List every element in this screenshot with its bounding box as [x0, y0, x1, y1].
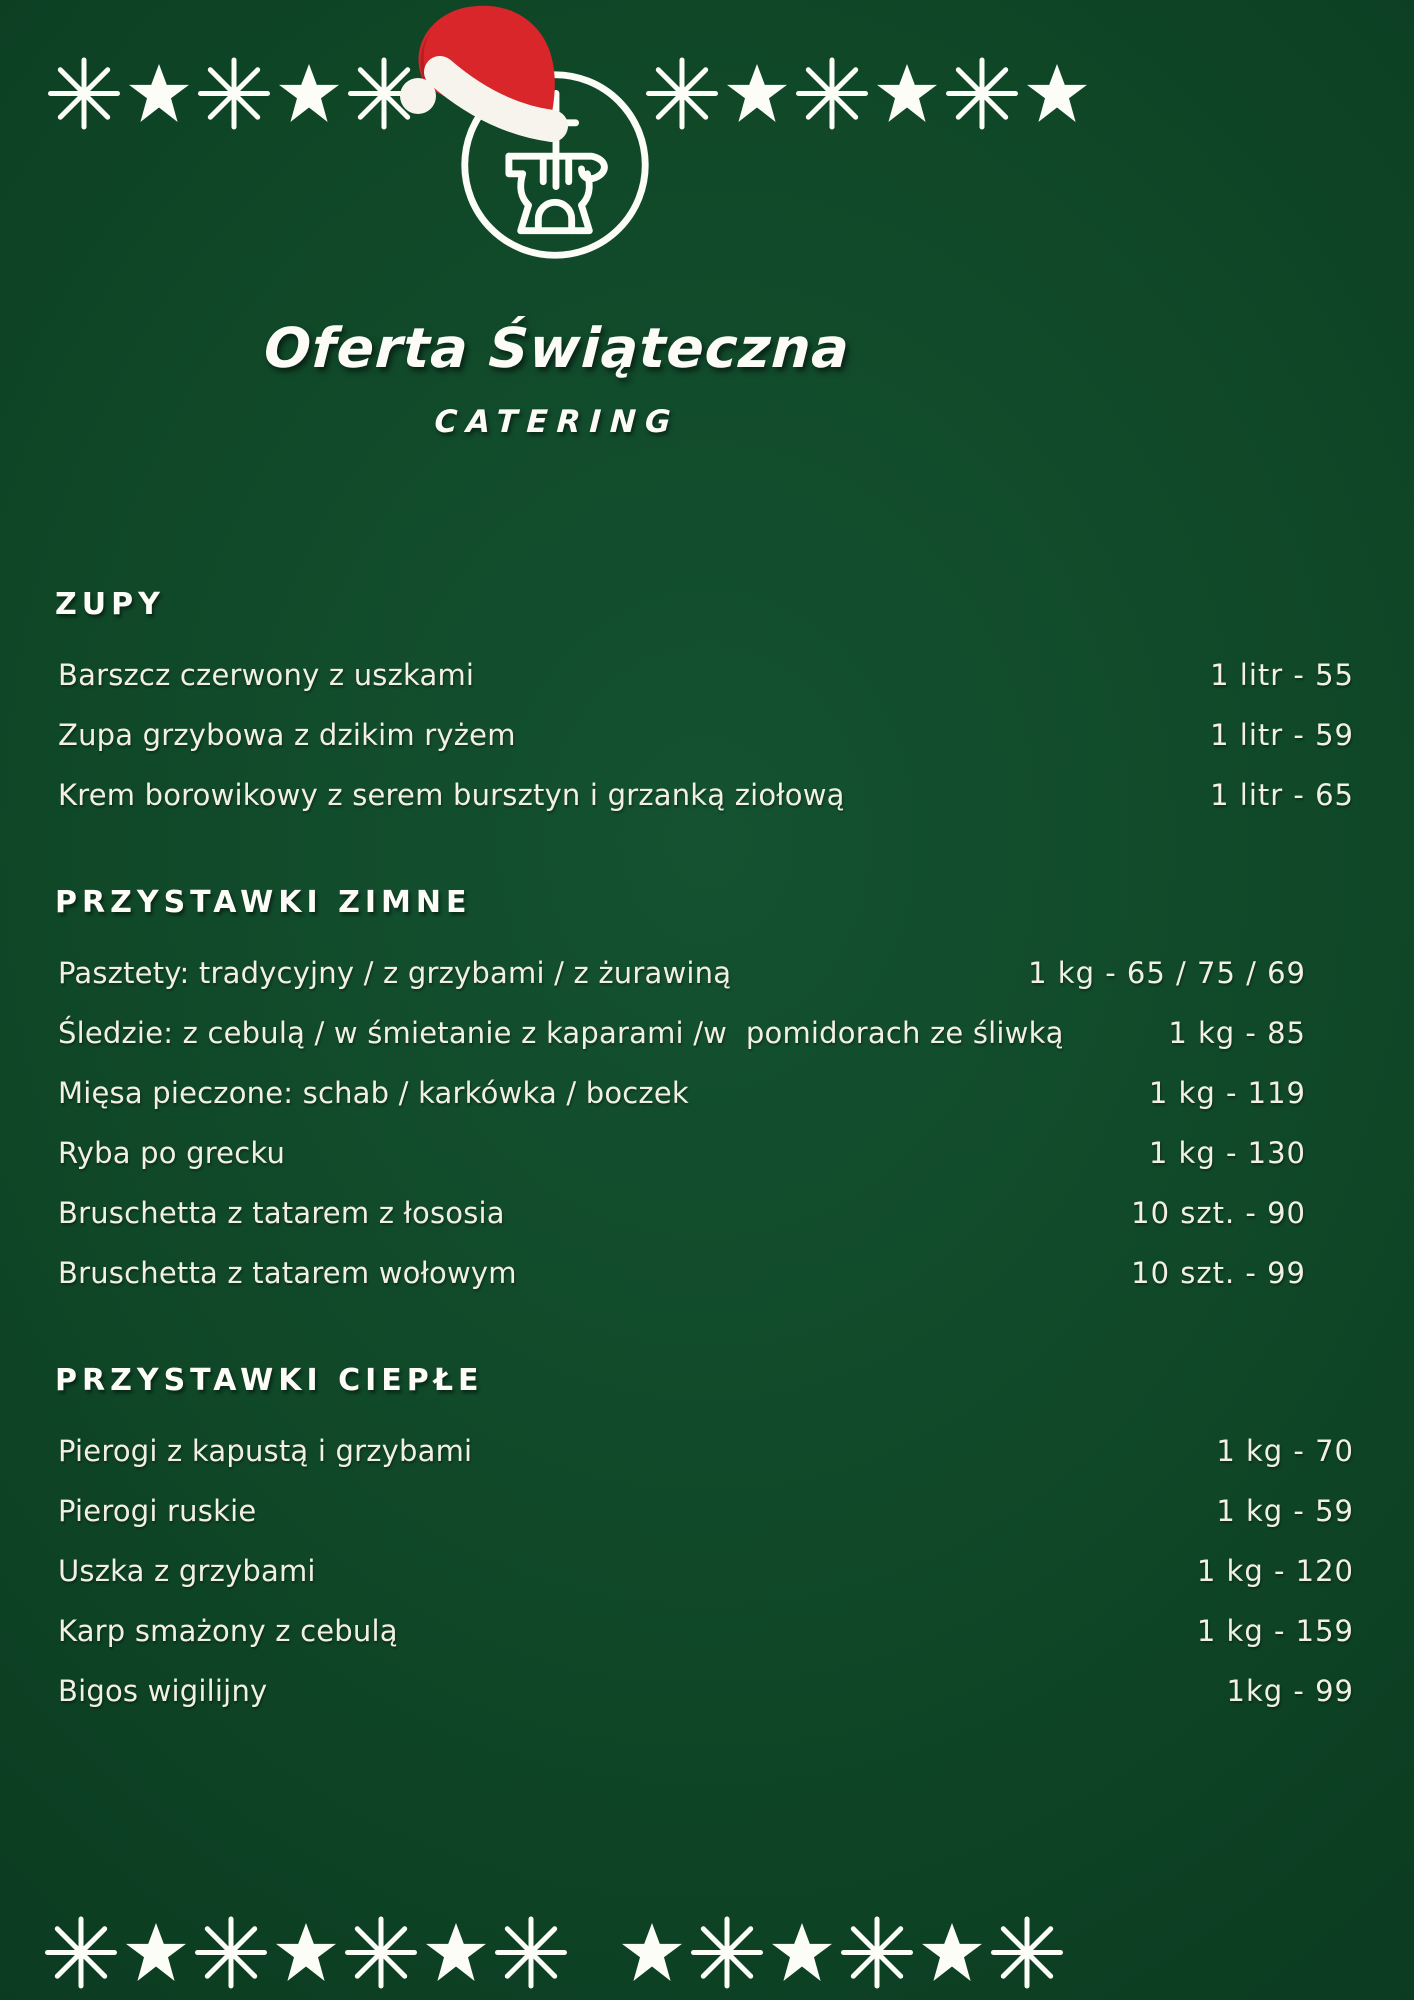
menu — [55, 585, 1354, 1721]
star-icon — [772, 1923, 832, 1981]
star-icon — [622, 1923, 682, 1981]
menu-item-price: 1 kg - 159 — [1196, 1614, 1354, 1648]
menu-item-price: 10 szt. - 90 — [1131, 1196, 1306, 1230]
snowflake-icon — [691, 1916, 763, 1988]
menu-item-price: 1 kg - 70 — [1216, 1434, 1354, 1468]
menu-item-name: Pasztety: tradycyjny / z grzybami / z żurawiną — [58, 956, 732, 990]
star-icon — [129, 64, 189, 122]
star-row-bottom-right — [622, 1916, 1063, 1988]
menu-item-row — [55, 1661, 1354, 1721]
santa-hat-icon — [388, 0, 573, 159]
star-icon — [426, 1923, 486, 1981]
section-title: ZUPY — [55, 587, 165, 622]
menu-item-row — [55, 1601, 1354, 1661]
menu-item-name: Bruschetta z tatarem wołowym — [58, 1256, 517, 1290]
menu-item-name: Pierogi z kapustą i grzybami — [58, 1434, 473, 1468]
menu-item-price: 1 kg - 130 — [1148, 1136, 1306, 1170]
snowflake-icon — [48, 57, 120, 129]
menu-item-row — [55, 1421, 1354, 1481]
menu-item-row — [55, 1063, 1354, 1123]
menu-item-name: Bruschetta z tatarem z łososia — [58, 1196, 505, 1230]
menu-item-row — [55, 1123, 1354, 1183]
star-row-top-left — [48, 57, 420, 129]
star-icon — [276, 1923, 336, 1981]
menu-item-row — [55, 1243, 1354, 1303]
menu-item-row — [55, 1183, 1354, 1243]
menu-item-name: Barszcz czerwony z uszkami — [58, 658, 475, 692]
snowflake-icon — [796, 57, 868, 129]
menu-section — [55, 1361, 1354, 1721]
menu-item-row — [55, 1481, 1354, 1541]
snowflake-icon — [195, 1916, 267, 1988]
menu-item-name: Pierogi ruskie — [58, 1494, 257, 1528]
page-subtitle: CATERING — [433, 404, 681, 440]
menu-item-row — [55, 1003, 1354, 1063]
menu-item-price: 10 szt. - 99 — [1131, 1256, 1306, 1290]
star-row-top-right — [646, 57, 1087, 129]
star-icon — [727, 64, 787, 122]
menu-item-row — [55, 705, 1354, 765]
menu-item-name: Krem borowikowy z serem bursztyn i grzanką ziołową — [58, 778, 845, 812]
snowflake-icon — [45, 1916, 117, 1988]
star-row-bottom-left — [45, 1916, 567, 1988]
star-icon — [1027, 64, 1087, 122]
star-icon — [922, 1923, 982, 1981]
menu-item-name: Bigos wigilijny — [58, 1674, 268, 1708]
menu-item-price: 1 litr - 65 — [1210, 778, 1354, 812]
snowflake-icon — [991, 1916, 1063, 1988]
snowflake-icon — [946, 57, 1018, 129]
section-title: PRZYSTAWKI CIEPŁE — [55, 1363, 484, 1398]
menu-item-name: Karp smażony z cebulą — [58, 1614, 398, 1648]
page-title: Oferta Świąteczna — [262, 316, 852, 380]
menu-section — [55, 585, 1354, 825]
menu-item-name: Ryba po grecku — [58, 1136, 286, 1170]
snowflake-icon — [198, 57, 270, 129]
menu-item-name: Mięsa pieczone: schab / karkówka / boczek — [58, 1076, 689, 1110]
star-icon — [126, 1923, 186, 1981]
star-icon — [279, 64, 339, 122]
menu-item-name: Śledzie: z cebulą / w śmietanie z kaparami /w pomidorach ze śliwką — [58, 1016, 1064, 1050]
menu-item-name: Uszka z grzybami — [58, 1554, 316, 1588]
menu-item-price: 1kg - 99 — [1226, 1674, 1354, 1708]
snowflake-icon — [345, 1916, 417, 1988]
menu-section — [55, 883, 1354, 1303]
menu-item-price: 1 kg - 120 — [1196, 1554, 1354, 1588]
menu-item-price: 1 kg - 59 — [1216, 1494, 1354, 1528]
menu-item-price: 1 kg - 85 — [1168, 1016, 1306, 1050]
snowflake-icon — [495, 1916, 567, 1988]
section-title: PRZYSTAWKI ZIMNE — [55, 885, 472, 920]
menu-item-price: 1 kg - 119 — [1148, 1076, 1306, 1110]
menu-item-price: 1 litr - 55 — [1210, 658, 1354, 692]
menu-item-row — [55, 1541, 1354, 1601]
menu-item-price: 1 kg - 65 / 75 / 69 — [1028, 956, 1306, 990]
menu-item-row — [55, 645, 1354, 705]
star-icon — [877, 64, 937, 122]
snowflake-icon — [841, 1916, 913, 1988]
menu-item-row — [55, 765, 1354, 825]
menu-item-price: 1 litr - 59 — [1210, 718, 1354, 752]
menu-item-name: Zupa grzybowa z dzikim ryżem — [58, 718, 516, 752]
menu-item-row — [55, 943, 1354, 1003]
